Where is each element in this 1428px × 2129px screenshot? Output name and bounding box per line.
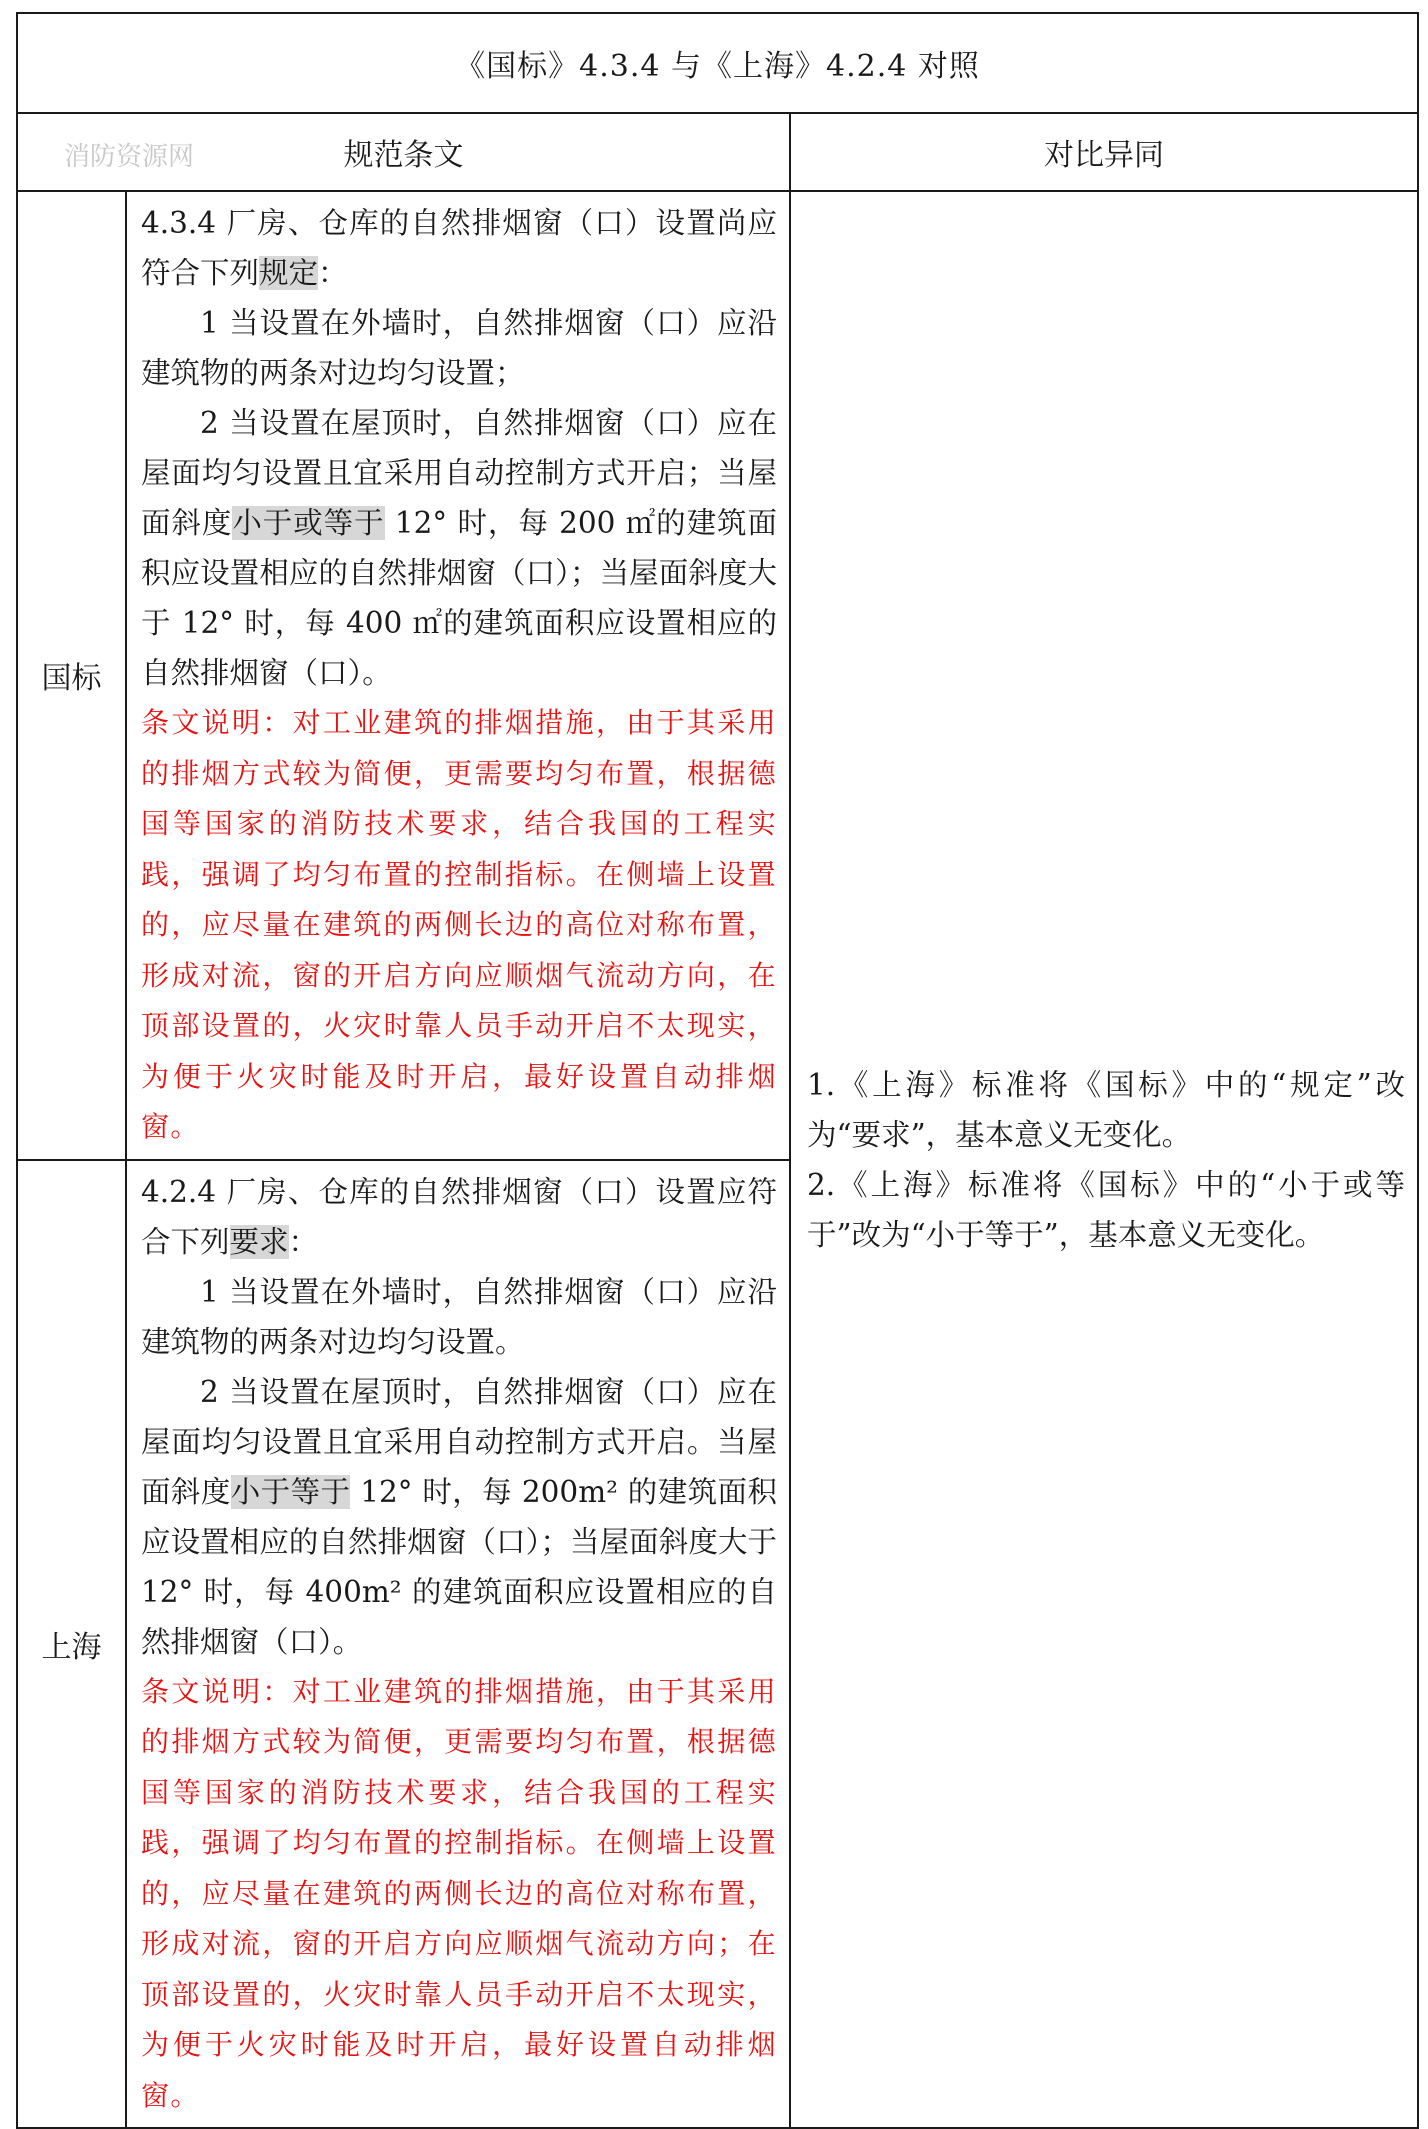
shanghai-content [126,1160,790,2129]
difference-item-1: 1.《上海》标准将《国标》中的“规定”改为“要求”，基本意义无变化。 [807,1067,1406,1152]
guobiao-intro-text: 4.3.4 厂房、仓库的自然排烟窗（口）设置尚应符合下列 [141,206,777,290]
guobiao-item-2-text: 2 当设置在屋顶时，自然排烟窗（口）应在屋面均匀设置且宜采用自动控制方式开启；当屋面斜度 [141,406,777,540]
table-title: 《国标》4.3.4 与《上海》4.2.4 对照 [17,13,1418,113]
shanghai-intro-highlight: 要求 [229,1224,289,1259]
guobiao-item-2-highlight: 小于或等于 [232,506,385,540]
guobiao-item-2 [141,398,777,698]
header-clause-label: 规范条文 [343,138,464,173]
shanghai-item-2-highlight: 小于等于 [230,1474,351,1509]
shanghai-item-2-text: 2 当设置在屋顶时，自然排烟窗（口）应在屋面均匀设置且宜采用自动控制方式开启。当屋面斜度 [141,1374,777,1509]
shanghai-label: 上海 [17,1160,126,2129]
shanghai-note: 条文说明：对工业建筑的排烟措施，由于其采用的排烟方式较为简便，更需要均匀布置，根据德国等国家的消防技术要求，结合我国的工程实践，强调了均匀布置的控制指标。在侧墙上设置的，应尽量在建筑的两侧长边的高位对称布置，形成对流，窗的开启方向应顺烟气流动方向；在顶部设置的，火灾时靠人员手动开启不太现实，为便于火灾时能及时开启，最好设置自动排烟窗。 [141,1674,777,2112]
guobiao-row [17,191,1418,1160]
difference-item-2: 2.《上海》标准将《国标》中的“小于或等于”改为“小于等于”，基本意义无变化。 [807,1167,1406,1252]
shanghai-item-1: 1 当设置在外墙时，自然排烟窗（口）应沿建筑物的两条对边均匀设置。 [141,1274,777,1359]
shanghai-item-2-rest: 12° 时，每 200m² 的建筑面积应设置相应的自然排烟窗（口）；当屋面斜度大于 12° 时，每 400m² 的建筑面积应设置相应的自然排烟窗（口）。 [141,1474,777,1659]
guobiao-intro-colon: ： [318,256,348,290]
shanghai-item-2 [141,1367,777,1667]
header-compare: 对比异同 [790,113,1418,191]
guobiao-item-2-rest: 12° 时，每 200 ㎡的建筑面积应设置相应的自然排烟窗（口）；当屋面斜度大于 12° 时，每 400 ㎡的建筑面积应设置相应的自然排烟窗（口）。 [141,506,777,690]
shanghai-intro-colon: ： [288,1224,319,1259]
guobiao-item-1: 1 当设置在外墙时，自然排烟窗（口）应沿建筑物的两条对边均匀设置； [141,306,777,390]
differences-cell [790,191,1418,2128]
guobiao-intro [141,198,777,298]
comparison-table [16,12,1419,2129]
guobiao-intro-highlight: 规定 [259,256,319,290]
guobiao-label: 国标 [17,191,126,1160]
header-row [17,113,1418,191]
shanghai-intro [141,1167,777,1267]
guobiao-note: 条文说明：对工业建筑的排烟措施，由于其采用的排烟方式较为简便，更需要均匀布置，根据德国等国家的消防技术要求，结合我国的工程实践，强调了均匀布置的控制指标。在侧墙上设置的，应尽量在建筑的两侧长边的高位对称布置，形成对流，窗的开启方向应顺烟气流动方向，在顶部设置的，火灾时靠人员手动开启不太现实，为便于火灾时能及时开启，最好设置自动排烟窗。 [141,706,777,1143]
watermark: 消防资源网 [64,142,195,172]
guobiao-content [126,191,790,1160]
header-clause [17,113,790,191]
shanghai-intro-text: 4.2.4 厂房、仓库的自然排烟窗（口）设置应符合下列 [141,1174,777,1259]
title-row [17,13,1418,113]
